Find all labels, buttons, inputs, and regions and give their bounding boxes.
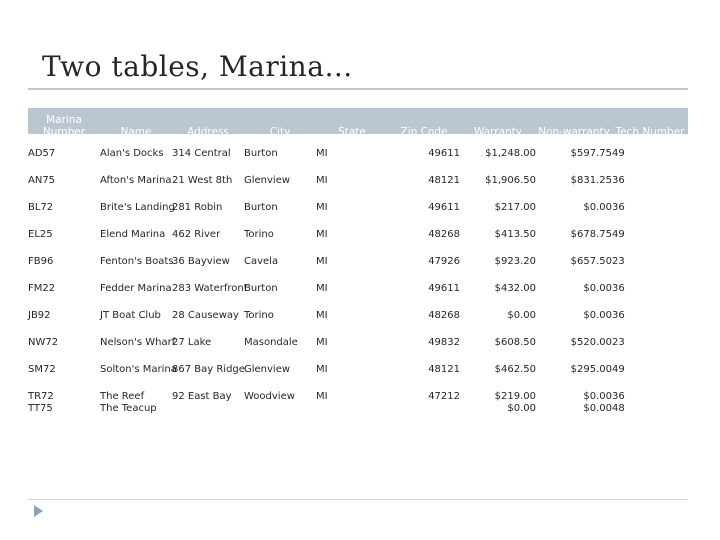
cell-city: Torino [244,229,274,240]
cell-zip-code: 48268 [428,310,460,321]
cell-address: 21 West 8th [172,175,233,186]
cell-address: 28 Causeway [172,310,239,321]
cell-state: MI [316,202,328,213]
cell-warranty: $413.50 [494,229,536,240]
cell-non-warranty: $0.00 [583,202,612,213]
cell-name: Fenton's Boats [100,256,174,267]
cell-tech-number: 36 [612,310,625,321]
table-row [28,275,688,302]
header-city: City [269,126,291,138]
cell-warranty [460,383,536,418]
cell-non-warranty [536,383,612,418]
cell-line: $0.00 [583,403,612,414]
cell-zip-code: 47926 [428,256,460,267]
cell-address: 314 Central [172,148,231,159]
cell-marina-number: AN75 [28,175,56,186]
cell-line: The Reef [100,391,145,402]
cell-warranty: $923.20 [494,256,536,267]
cell-warranty: $608.50 [494,337,536,348]
cell-zip-code: 48121 [428,364,460,375]
cell-address: 867 Bay Ridge [172,364,245,375]
cell-state: MI [316,229,328,240]
cell-zip-code: 49611 [428,283,460,294]
cell-name [100,383,172,418]
cell-line: TT75 [28,403,53,414]
cell-warranty: $1,906.50 [485,175,536,186]
cell-tech-number [612,383,688,418]
header-state: State [338,126,366,138]
cell-address: 462 River [172,229,221,240]
cell-name: Solton's Marina [100,364,177,375]
cell-state: MI [316,337,328,348]
cell-address: 27 Lake [172,337,212,348]
cell-address: 281 Robin [172,202,223,213]
cell-line: $219.00 [494,391,536,402]
cell-city: Burton [244,202,278,213]
cell-line: 36 [612,391,625,402]
cell-city: Woodview [244,391,295,402]
cell-address: 36 Bayview [172,256,230,267]
header-marina-number: Marina Number [42,114,86,138]
cell-state: MI [316,310,328,321]
table-row [28,248,688,275]
cell-name: Fedder Marina [100,283,172,294]
cell-state: MI [316,175,328,186]
cell-line: $0.00 [507,403,536,414]
header-warranty: Warranty [473,126,522,138]
cell-zip-code: 48268 [428,229,460,240]
table-row [28,167,688,194]
table-row [28,140,688,167]
table-header-row [28,108,688,140]
cell-zip-code: 49832 [428,337,460,348]
cell-non-warranty: $520.00 [570,337,612,348]
table-row [28,194,688,221]
cell-name: Alan's Docks [100,148,164,159]
cell-name: Nelson's Wharf [100,337,176,348]
cell-address: 92 East Bay [172,391,232,402]
cell-name: JT Boat Club [100,310,161,321]
cell-city: Masondale [244,337,298,348]
cell-city: Cavela [244,256,279,267]
cell-warranty: $432.00 [494,283,536,294]
cell-state: MI [316,256,328,267]
cell-name: Elend Marina [100,229,166,240]
cell-city: Burton [244,283,278,294]
cell-line: 48 [612,403,625,414]
header-tech-number: Tech Number [615,126,685,138]
table-row [28,329,688,356]
slide-title: Two tables, Marina… [42,50,353,83]
footer-divider [28,499,688,500]
cell-warranty: $1,248.00 [485,148,536,159]
cell-city: Torino [244,310,274,321]
cell-warranty: $462.50 [494,364,536,375]
table-row [28,356,688,383]
cell-marina-number: AD57 [28,148,56,159]
cell-non-warranty: $657.50 [570,256,612,267]
cell-tech-number: 36 [612,175,625,186]
cell-marina-number: FM22 [28,283,56,294]
cell-zip-code: 49611 [428,148,460,159]
cell-zip-code: 47212 [428,391,460,402]
cell-warranty: $217.00 [494,202,536,213]
cell-marina-number [28,383,100,418]
cell-tech-number: 23 [612,337,625,348]
header-address: Address [187,126,229,138]
cell-marina-number: SM72 [28,364,56,375]
cell-address: 283 Waterfront [172,283,248,294]
title-divider [28,88,688,90]
header-non-warranty: Non-warranty [538,126,610,138]
cell-tech-number: 36 [612,283,625,294]
cell-line: TR72 [28,391,54,402]
table-row [28,302,688,329]
header-zip-code: Zip Code [400,126,448,138]
table-row [28,221,688,248]
cell-name: Afton's Marina [100,175,172,186]
header-name: Name [120,126,152,138]
cell-marina-number: EL25 [28,229,53,240]
cell-state: MI [316,391,328,402]
table-row [28,383,688,418]
triangle-bullet-icon [34,505,43,517]
cell-marina-number: BL72 [28,202,54,213]
cell-line: The Teacup [100,403,157,414]
cell-tech-number: 49 [612,364,625,375]
cell-city: Glenview [244,364,291,375]
cell-state: MI [316,148,328,159]
cell-tech-number: 49 [612,229,625,240]
cell-warranty: $0.00 [507,310,536,321]
cell-non-warranty: $678.75 [570,229,612,240]
cell-zip-code: 48121 [428,175,460,186]
cell-tech-number: 36 [612,202,625,213]
cell-non-warranty: $295.00 [570,364,612,375]
cell-city: Burton [244,148,278,159]
cell-zip-code: 49611 [428,202,460,213]
cell-non-warranty: $597.75 [570,148,612,159]
cell-non-warranty: $831.25 [570,175,612,186]
cell-non-warranty: $0.00 [583,310,612,321]
cell-marina-number: FB96 [28,256,54,267]
cell-line: $0.00 [583,391,612,402]
cell-state: MI [316,283,328,294]
cell-name: Brite's Landing [100,202,175,213]
cell-non-warranty: $0.00 [583,283,612,294]
cell-marina-number: NW72 [28,337,59,348]
cell-tech-number: 23 [612,256,625,267]
cell-marina-number: JB92 [28,310,51,321]
cell-state: MI [316,364,328,375]
marina-table [28,108,688,418]
cell-city: Glenview [244,175,291,186]
cell-tech-number: 49 [612,148,625,159]
marina-table-container [28,108,688,420]
